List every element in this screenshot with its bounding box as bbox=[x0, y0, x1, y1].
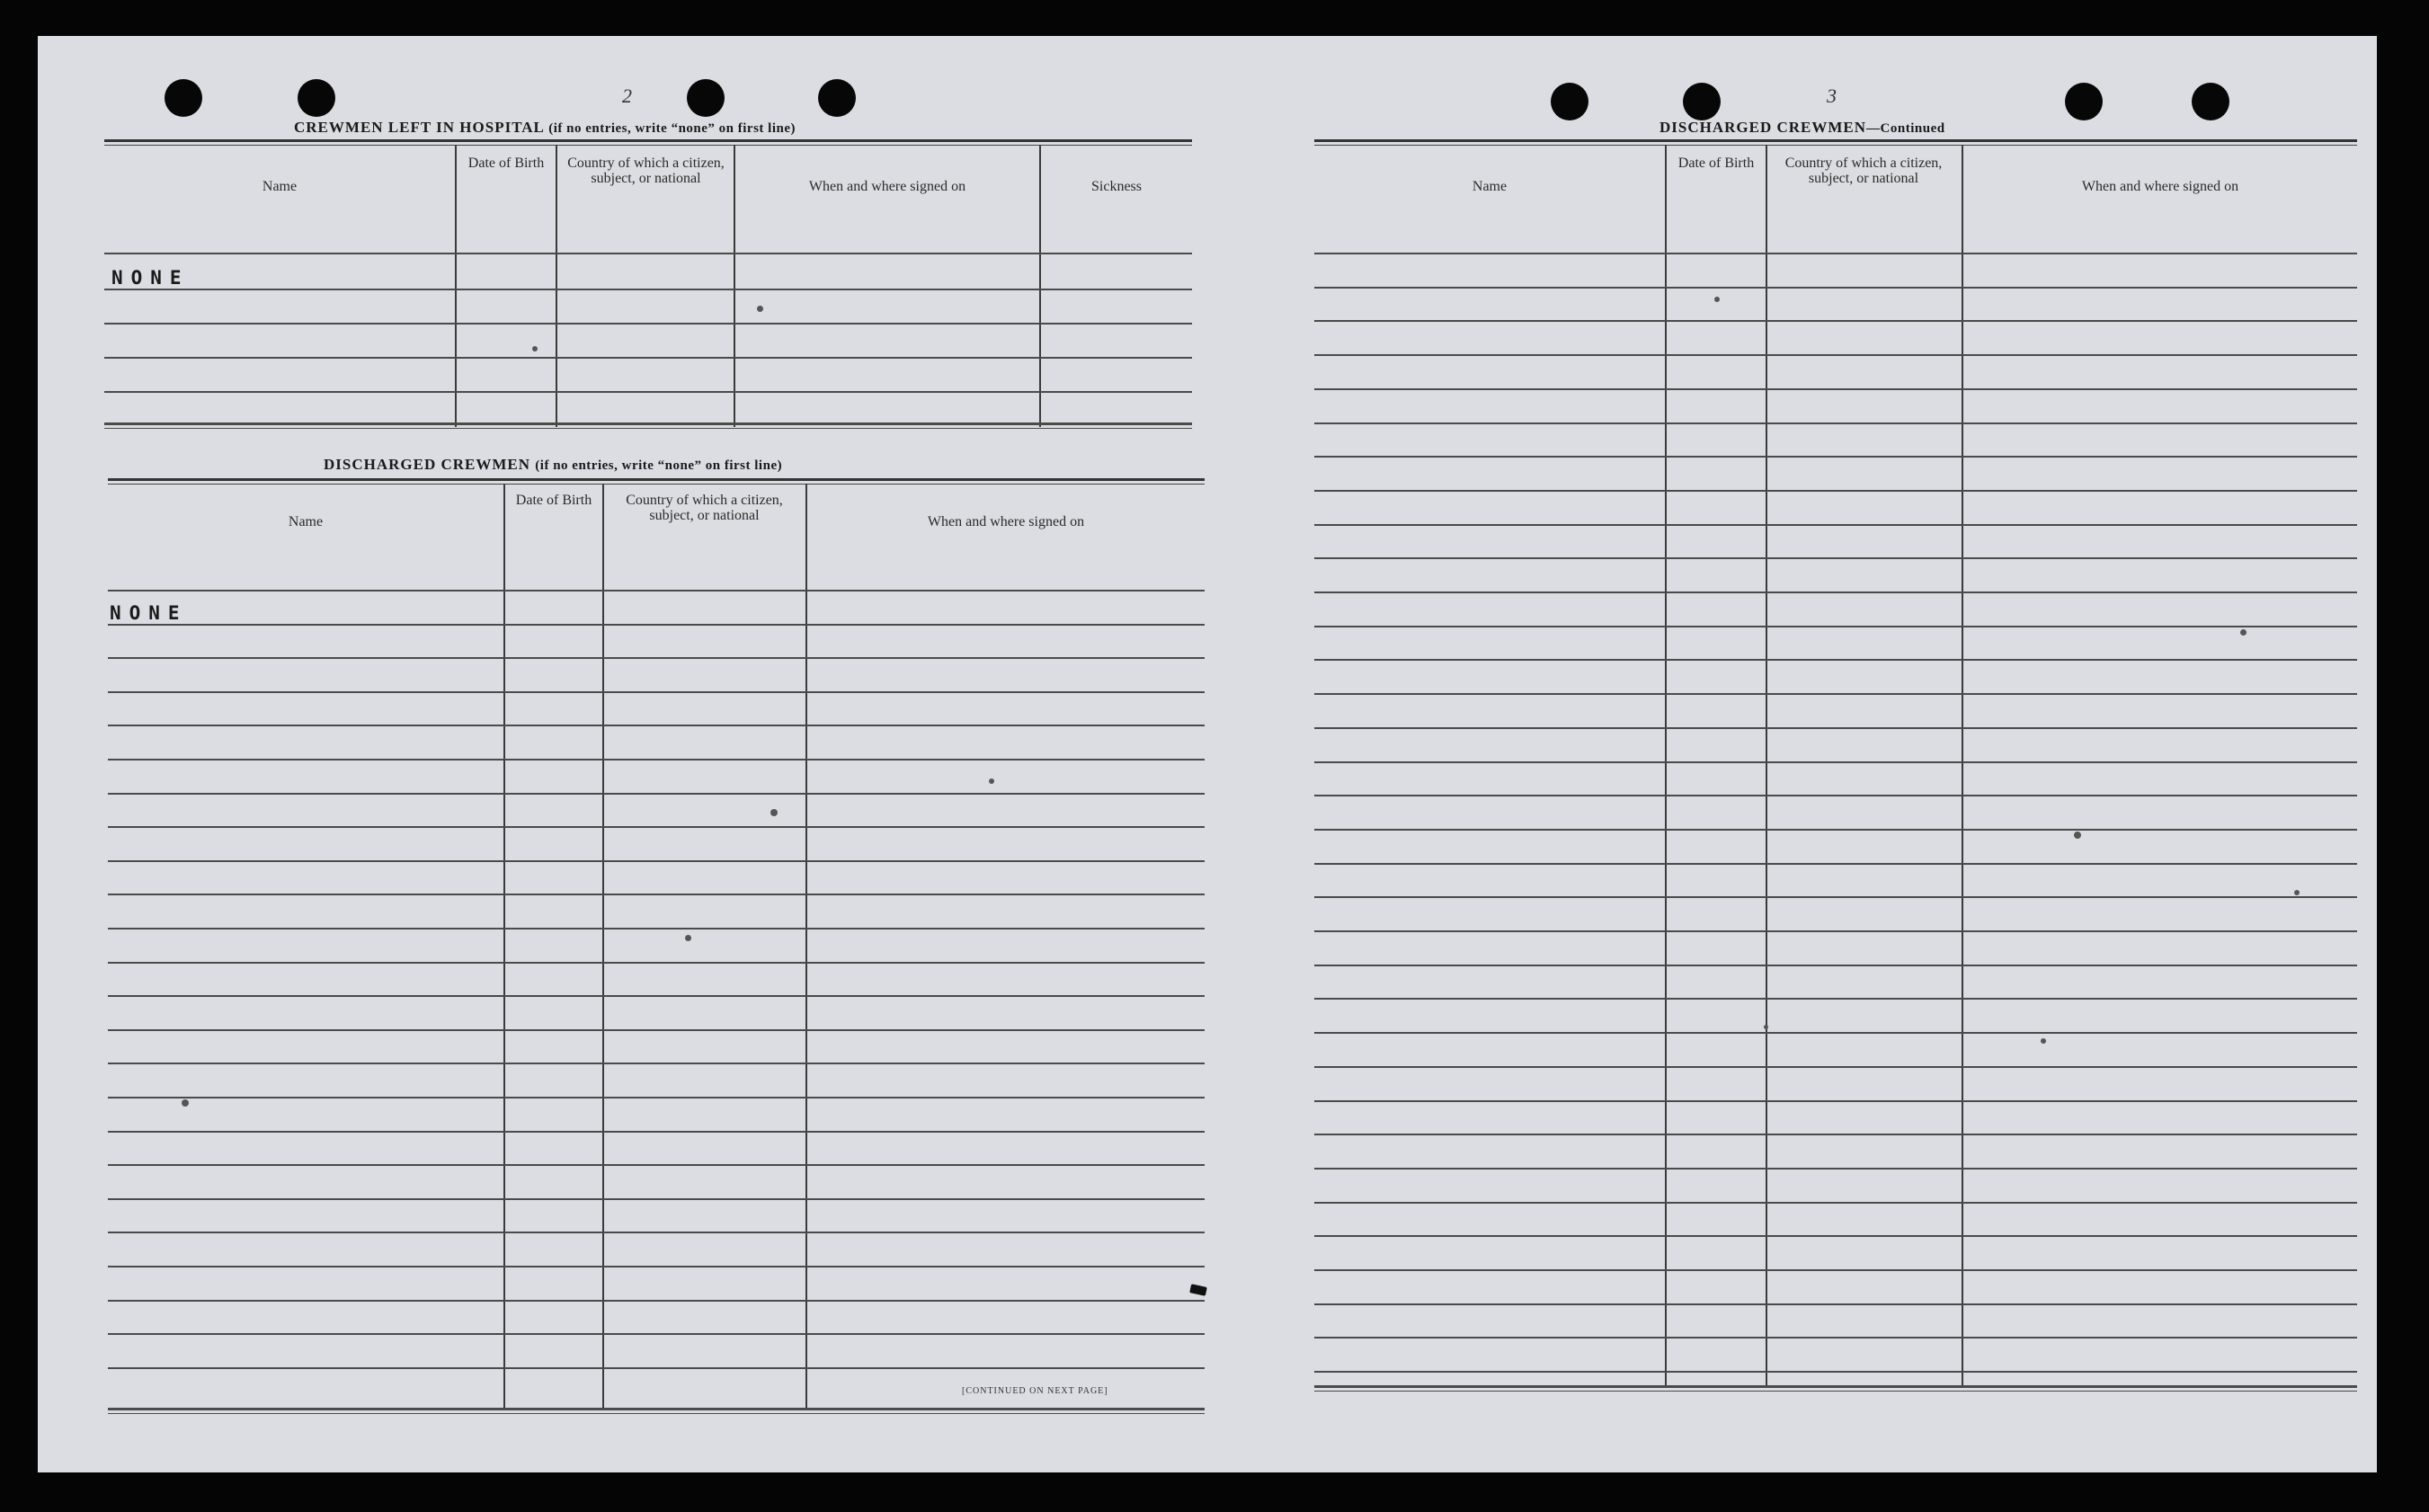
col-header-name: Name bbox=[1472, 179, 1508, 194]
col-header-country: Country of which a citizen, subject, or national bbox=[626, 493, 783, 523]
row-rule bbox=[108, 590, 1205, 591]
col-header-date-of-birth: Date of Birth bbox=[515, 493, 592, 508]
col-header-signed-on: When and where signed on bbox=[808, 179, 966, 194]
col-header-date-of-birth: Date of Birth bbox=[1677, 156, 1755, 171]
scan-speck bbox=[182, 1099, 189, 1107]
row-rule bbox=[1314, 930, 2357, 932]
hospital-table bbox=[104, 139, 1192, 463]
row-rule bbox=[108, 691, 1205, 693]
row-rule bbox=[1314, 1032, 2357, 1034]
continued-suffix: —Continued bbox=[1866, 121, 1945, 136]
hospital-section-title bbox=[294, 119, 796, 137]
row-rule bbox=[1314, 829, 2357, 831]
scan-speck bbox=[1764, 1025, 1768, 1029]
row-rule bbox=[1314, 320, 2357, 322]
row-rule bbox=[108, 793, 1205, 795]
col-header-name: Name bbox=[262, 179, 298, 194]
row-rule bbox=[108, 1198, 1205, 1200]
row-rule bbox=[1314, 1202, 2357, 1204]
col-header-country: Country of which a citizen, subject, or national bbox=[567, 156, 725, 186]
row-rule bbox=[1314, 693, 2357, 695]
row-rule bbox=[1314, 422, 2357, 424]
table-bottom-rule bbox=[1314, 1391, 2357, 1392]
row-rule bbox=[1314, 761, 2357, 763]
row-rule bbox=[1314, 1066, 2357, 1068]
right-page bbox=[1206, 36, 2377, 1472]
left-page bbox=[38, 36, 1206, 1472]
row-rule bbox=[108, 1232, 1205, 1233]
row-rule bbox=[1314, 795, 2357, 796]
row-rule bbox=[1314, 557, 2357, 559]
row-rule bbox=[108, 860, 1205, 862]
row-rule bbox=[108, 1333, 1205, 1335]
row-rule bbox=[1314, 1337, 2357, 1339]
col-header-country: Country of which a citizen, subject, or national bbox=[1784, 156, 1943, 186]
col-header-signed-on: When and where signed on bbox=[927, 514, 1085, 529]
continued-note: [CONTINUED ON NEXT PAGE] bbox=[962, 1386, 1108, 1396]
row-rule bbox=[108, 1300, 1205, 1302]
row-rule bbox=[1314, 354, 2357, 356]
scan-speck bbox=[685, 935, 691, 941]
row-rule bbox=[1314, 1235, 2357, 1237]
scan-speck bbox=[2294, 890, 2300, 895]
row-rule bbox=[1314, 1134, 2357, 1135]
discharged-section-title bbox=[324, 456, 782, 474]
table-bottom-rule bbox=[1314, 1385, 2357, 1388]
row-rule bbox=[1314, 965, 2357, 966]
discharged-continued-table bbox=[1314, 139, 2357, 1416]
row-rule bbox=[1314, 1100, 2357, 1102]
row-rule bbox=[1314, 659, 2357, 661]
row-rule bbox=[1314, 1303, 2357, 1305]
scan-speck bbox=[2074, 832, 2081, 839]
row-rule bbox=[1314, 456, 2357, 458]
row-rule bbox=[1314, 863, 2357, 865]
discharged-instruction: (if no entries, write “none” on first line) bbox=[535, 458, 783, 473]
row-rule bbox=[1314, 626, 2357, 627]
row-rule bbox=[108, 725, 1205, 726]
row-rule bbox=[1314, 998, 2357, 1000]
row-rule bbox=[108, 1131, 1205, 1133]
scan-speck bbox=[770, 809, 778, 816]
col-header-date-of-birth: Date of Birth bbox=[467, 156, 545, 171]
col-header-signed-on: When and where signed on bbox=[2081, 179, 2239, 194]
document-sheet bbox=[38, 36, 2377, 1472]
scan-speck bbox=[532, 346, 538, 351]
scan-speck bbox=[757, 306, 763, 312]
row-rule bbox=[1314, 253, 2357, 254]
row-rule bbox=[108, 1266, 1205, 1267]
hospital-instruction: (if no entries, write “none” on first line) bbox=[548, 121, 796, 136]
row-rule bbox=[108, 928, 1205, 929]
discharged-table bbox=[108, 478, 1205, 1418]
row-rule bbox=[1314, 1168, 2357, 1170]
row-rule bbox=[108, 624, 1205, 626]
table-bottom-rule bbox=[108, 1408, 1205, 1410]
row-rule bbox=[108, 657, 1205, 659]
scan-speck bbox=[2041, 1038, 2046, 1044]
hospital-entry-none: NONE bbox=[111, 267, 190, 289]
discharged-entry-none: NONE bbox=[110, 602, 188, 624]
discharged-continued-title-text: DISCHARGED CREWMEN bbox=[1659, 119, 1867, 136]
row-rule bbox=[108, 759, 1205, 760]
scan-speck bbox=[1714, 297, 1720, 302]
page-number: 3 bbox=[1827, 84, 1837, 107]
row-rule bbox=[108, 1097, 1205, 1098]
row-rule bbox=[1314, 591, 2357, 593]
row-rule bbox=[108, 995, 1205, 997]
row-rule bbox=[108, 962, 1205, 964]
row-rule bbox=[1314, 1269, 2357, 1271]
table-bottom-rule bbox=[108, 1413, 1205, 1414]
row-rule bbox=[1314, 490, 2357, 492]
discharged-continued-title bbox=[1659, 119, 1945, 137]
row-rule bbox=[1314, 287, 2357, 289]
hospital-title-text: CREWMEN LEFT IN HOSPITAL bbox=[294, 119, 544, 136]
col-header-sickness: Sickness bbox=[1091, 179, 1142, 194]
col-header-name: Name bbox=[288, 514, 324, 529]
discharged-title-text: DISCHARGED CREWMEN bbox=[324, 456, 531, 473]
row-rule bbox=[1314, 1371, 2357, 1373]
row-rule bbox=[108, 1029, 1205, 1031]
row-rule bbox=[1314, 524, 2357, 526]
scan-speck bbox=[2240, 629, 2247, 636]
row-rule bbox=[1314, 388, 2357, 390]
row-rule bbox=[108, 1164, 1205, 1166]
row-rule bbox=[108, 1063, 1205, 1064]
scan-speck bbox=[989, 778, 994, 784]
row-rule bbox=[108, 894, 1205, 895]
row-rule bbox=[108, 1367, 1205, 1369]
row-rule bbox=[1314, 727, 2357, 729]
row-rule bbox=[108, 826, 1205, 828]
page-number: 2 bbox=[622, 84, 632, 107]
row-rule bbox=[1314, 896, 2357, 898]
